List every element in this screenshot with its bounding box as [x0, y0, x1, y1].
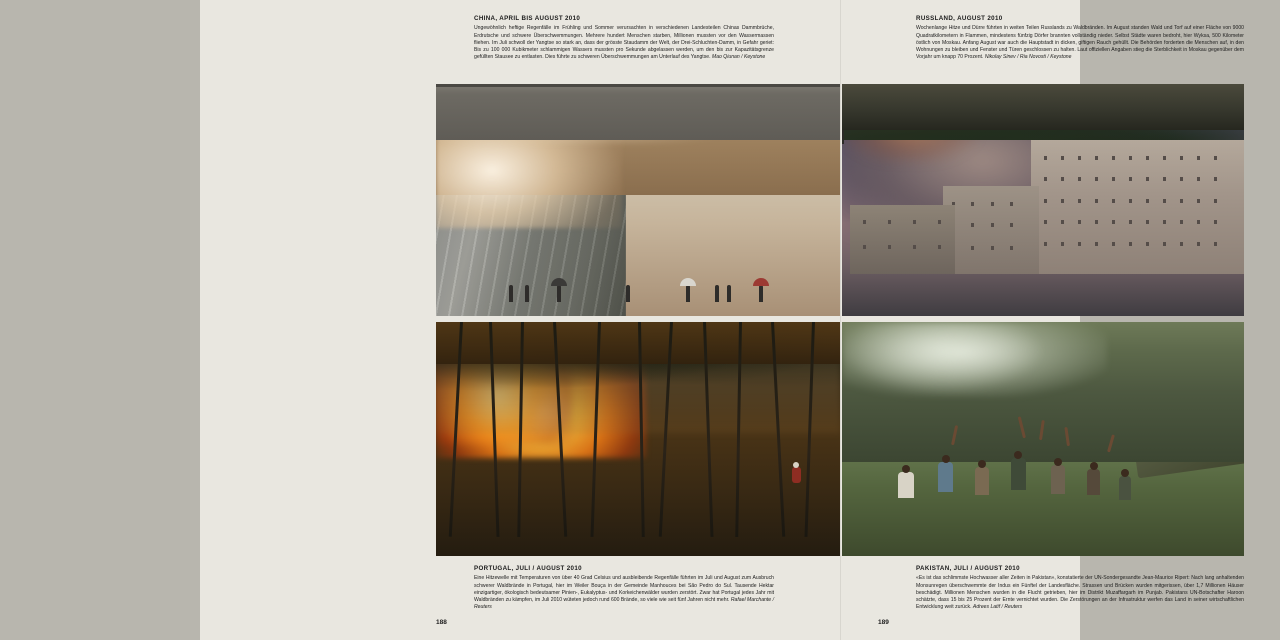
photo-russia-apartment-block: [943, 186, 1039, 274]
flood-survivor: [1011, 458, 1026, 490]
caption-china-body: [474, 25, 774, 61]
photo-pakistan-whitewater: [842, 322, 1043, 392]
photo-portugal-firefighter: [792, 467, 801, 483]
photo-russia-wildfire: [842, 84, 1244, 316]
onlooker-figure: [686, 285, 690, 302]
caption-pakistan-heading: PAKISTAN, JULI / AUGUST 2010: [916, 565, 1020, 572]
photo-russia-foreground: [842, 84, 1244, 130]
caption-pakistan-body: [916, 575, 1244, 611]
caption-pakistan: [916, 566, 1244, 611]
caption-russia-heading: RUSSLAND, AUGUST 2010: [916, 15, 1003, 22]
caption-china-heading: CHINA, APRIL BIS AUGUST 2010: [474, 15, 581, 22]
caption-portugal-body: [474, 575, 774, 611]
onlooker-figure: [557, 285, 561, 302]
spread-paper: [200, 0, 1244, 640]
caption-russia-text: Wochenlange Hitze und Dürre führten in weiten Teilen Russlands zu Waldbränden. Im August standen Wald und Torf auf einer Fläche von 9000 Quadratkilometern in Flammen, mindestens fünfzig Dörfer brannten vollständig nieder. Selbst Städte waren bedroht, hier Wyksa, 500 Kilometer östlich von Moskau. Anfang August war auch die Hauptstadt in dicken, giftigen Rauch gehüllt. Die Behörden forderten die Menschen auf, in den Wohnungen zu bleiben und Fenster und Türen geschlossen zu halten. Laut offiziellen Angaben stieg die Sterblichkeit in Moskau gegenüber dem Vorjahr um knapp 70 Prozent.: [916, 25, 1244, 61]
caption-russia: [916, 16, 1244, 61]
flood-survivor: [1051, 465, 1065, 494]
flood-survivor: [975, 467, 989, 495]
caption-portugal: [474, 566, 774, 611]
flood-survivor: [1119, 476, 1131, 500]
caption-china-credit: Mao Qiunan / Keystone: [711, 54, 766, 61]
onlooker-figure: [626, 285, 630, 302]
photo-china-onlookers: [436, 84, 840, 316]
flood-survivor: [1087, 469, 1100, 495]
photo-pakistan-flood: [842, 322, 1244, 556]
flood-survivor: [938, 462, 953, 492]
folio-left-page-number: 188: [436, 619, 447, 626]
flood-survivor: [898, 472, 914, 498]
caption-russia-credit: Nikolay Sinev / Ria Novosti / Keystone: [984, 54, 1072, 61]
caption-pakistan-credit: Adrees Latif / Reuters: [972, 604, 1023, 611]
caption-portugal-heading: PORTUGAL, JULI / AUGUST 2010: [474, 565, 582, 572]
caption-china: [474, 16, 774, 61]
onlooker-figure: [759, 285, 763, 302]
caption-russia-body: [916, 25, 1244, 61]
onlooker-figure: [727, 285, 731, 302]
photo-russia-apartment-block: [850, 205, 955, 275]
photo-china-dam: [436, 84, 840, 316]
onlooker-figure: [715, 285, 719, 302]
photo-russia-apartment-block: [1031, 140, 1244, 275]
caption-china-text: Ungewöhnlich heftige Regenfälle im Frühling und Sommer verursachten in verschiedenen Landesteilen Chinas Dammbrüche, Erdrutsche und schwere Überschwemmungen. Mehrere hundert Menschen starben, Millionen mussten vor den Wassermassen fliehen. Im Juli schwoll der Yangtse so stark an, dass der grösste Staudamm der Welt, der Drei-Schluchten-Damm, in Gefahr geriet: Bis zu 100 000 Kubikmeter schlammigen Wassers mussten pro Sekunde abgelassen werden, um den bis zur Kapazitätsgrenze gefüllten Stausee zu entlasten. Dies führte zu schweren Überschwemmungen am Unterlauf des Yangtse.: [474, 25, 774, 61]
spread-gutter: [840, 0, 841, 640]
folio-right-page-number: 189: [878, 619, 889, 626]
onlooker-figure: [509, 285, 513, 302]
photo-portugal-forestfire: [436, 322, 840, 556]
onlooker-figure: [525, 285, 529, 302]
caption-portugal-credit: Rafael Marchante / Reuters: [474, 596, 774, 611]
caption-pakistan-text: «Es ist das schlimmste Hochwasser aller Zeiten in Pakistan», konstatierte der UN-Sondergesandte Jean-Maurice Ripert: Nach lang anhaltenden Monsunregen überschwemmte der Indus ein Fünftel der Landesfläche. Strassen und Brücken wurden mitgerissen, über 1,7 Millionen Häuser beschädigt. Millionen Menschen wurden in die Flucht getrieben, hier im Distrikt Muzaffargarh im Punjab. Pakistans UN-Botschafter Haroon schätzte, dass 15 bis 25 Prozent der Ernte vernichtet wurden. Die Zerstörungen an der Infrastruktur werfen das Land in seiner wirtschaftlichen Entwicklung weit zurück.: [916, 575, 1244, 611]
caption-portugal-text: Eine Hitzewelle mit Temperaturen von über 40 Grad Celsius und ausbleibende Regenfälle führten im Juli und August zum Ausbruch schwerer Waldbrände in Portugal, hier im Weiler Bouça in der Gemeinde Manhouces bei São Pedro do Sul. Tausende Hektar einzigartiger, ökologisch bedeutsamer Pinien-, Eukalyptus- und Korkeichenwälder wurden zerstört. Zwar hat Portugal jedes Jahr mit Waldbränden zu kämpfen, im Juli 2010 wüteten jedoch rund 600 Brände, so viele wie seit fünf Jahren nicht mehr.: [474, 575, 774, 603]
